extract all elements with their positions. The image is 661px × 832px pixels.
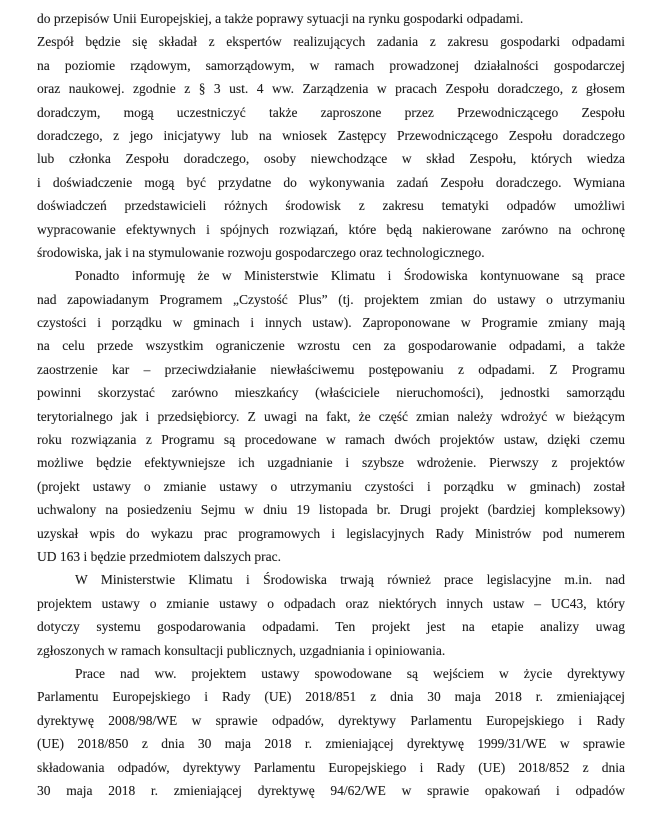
text-line: roku rozwiązania z Programu są procedowane w ramach dwóch projektów ustaw, dzięki czemu bbox=[37, 432, 625, 448]
text-line: uzyskał wpis do wykazu prac programowych i legislacyjnych Rady Ministrów pod numerem bbox=[37, 525, 625, 541]
text-line: Prace nad ww. projektem ustawy spowodowane są wejściem w życie dyrektywy bbox=[75, 665, 625, 681]
text-line: zaostrzenie kar – przeciwdziałanie niewłaściwemu postępowaniu z odpadami. Z Programu bbox=[37, 361, 625, 377]
text-line: Zespół będzie się składał z ekspertów realizujących zadania z zakresu gospodarki odpadami bbox=[37, 34, 625, 50]
text-line: środowiska, jak i na stymulowanie rozwoju gospodarczego oraz technologicznego. bbox=[37, 244, 485, 260]
text-line: lub członka Zespołu doradczego, osoby niewchodzące w skład Zespołu, których wiedza bbox=[37, 151, 625, 167]
text-line: dotyczy systemu gospodarowania odpadami. Ten projekt jest na etapie analizy uwag bbox=[37, 619, 625, 635]
text-line: terytorialnego jak i przedsiębiorcy. Z uwagi na fakt, że część zmian należy wdrożyć w bieżącym bbox=[37, 408, 625, 424]
text-line: oraz naukowej. zgodnie z § 3 ust. 4 ww. Zarządzenia w pracach Zespołu doradczego, z głosem bbox=[37, 81, 625, 97]
paragraph bbox=[37, 7, 625, 264]
paragraph bbox=[37, 264, 625, 568]
letter-body-text bbox=[37, 7, 625, 802]
text-line: do przepisów Unii Europejskiej, a także poprawy sytuacji na rynku gospodarki odpadami. bbox=[37, 11, 524, 26]
text-line: 30 maja 2018 r. zmieniającej dyrektywę 94/62/WE w sprawie opakowań i odpadów bbox=[37, 782, 625, 798]
text-line: na celu przede wszystkim ograniczenie wzrostu cen za gospodarowanie odpadami, a także bbox=[37, 338, 625, 354]
text-line: doświadczeń przedstawicieli różnych środowisk z zakresu tematyki odpadów umożliwi bbox=[37, 198, 625, 214]
text-line: czystości i porządku w gminach i innych ustaw). Zaproponowane w Programie zmiany mają bbox=[37, 315, 625, 331]
text-line: zgłoszonych w ramach konsultacji publicznych, uzgadniania i opiniowania. bbox=[37, 642, 446, 658]
text-line: na poziomie rządowym, samorządowym, w ramach prowadzonej działalności gospodarczej bbox=[37, 57, 625, 73]
text-line: doradczym, mogą uczestniczyć także zaproszone przez Przewodniczącego Zespołu bbox=[37, 104, 625, 120]
text-line: Parlamentu Europejskiego i Rady (UE) 2018/851 z dnia 30 maja 2018 r. zmieniającej bbox=[37, 689, 625, 705]
text-line: UD 163 i będzie przedmiotem dalszych prac. bbox=[37, 548, 282, 564]
text-line: składowania odpadów, dyrektywy Parlamentu Europejskiego i Rady (UE) 2018/852 z dnia bbox=[37, 759, 625, 775]
text-line: wypracowanie efektywnych i spójnych rozwiązań, które będą nakierowane zarówno na ochronę bbox=[37, 221, 625, 237]
text-line: dyrektywę 2008/98/WE w sprawie odpadów, dyrektywy Parlamentu Europejskiego i Rady bbox=[37, 712, 625, 728]
text-line: W Ministerstwie Klimatu i Środowiska trwają również prace legislacyjne m.in. nad bbox=[75, 572, 625, 588]
text-line: (projekt ustawy o zmianie ustawy o utrzymaniu czystości i porządku w gminach) został bbox=[37, 478, 625, 494]
text-line: doradczego, z jego inicjatywy lub na wniosek Zastępcy Przewodniczącego Zespołu doradczego bbox=[37, 127, 625, 143]
text-line: i doświadczenie mogą być przydatne do wykonywania zadań Zespołu doradczego. Wymiana bbox=[37, 174, 625, 190]
text-line: uchwalony na posiedzeniu Sejmu w dniu 19 listopada br. Drugi projekt (bardziej kompleksowy) bbox=[37, 502, 625, 518]
paragraph bbox=[37, 662, 625, 802]
text-line: nad zapowiadanym Programem „Czystość Plus” (tj. projektem zmian do ustawy o utrzymaniu bbox=[37, 291, 625, 307]
text-line: możliwe będzie efektywniejsze ich uzgadnianie i szybsze wdrożenie. Pierwszy z projektów bbox=[37, 455, 625, 471]
text-line: powinni skorzystać zarówno mieszkańcy (właściciele nieruchomości), jednostki samorządu bbox=[37, 385, 625, 401]
text-line: projektem ustawy o zmianie ustawy o odpadach oraz niektórych innych ustaw – UC43, który bbox=[37, 595, 625, 611]
text-line: (UE) 2018/850 z dnia 30 maja 2018 r. zmieniającej dyrektywę 1999/31/WE w sprawie bbox=[37, 736, 625, 752]
text-line: Ponadto informuję że w Ministerstwie Klimatu i Środowiska kontynuowane są prace bbox=[75, 268, 625, 284]
paragraph bbox=[37, 568, 625, 662]
